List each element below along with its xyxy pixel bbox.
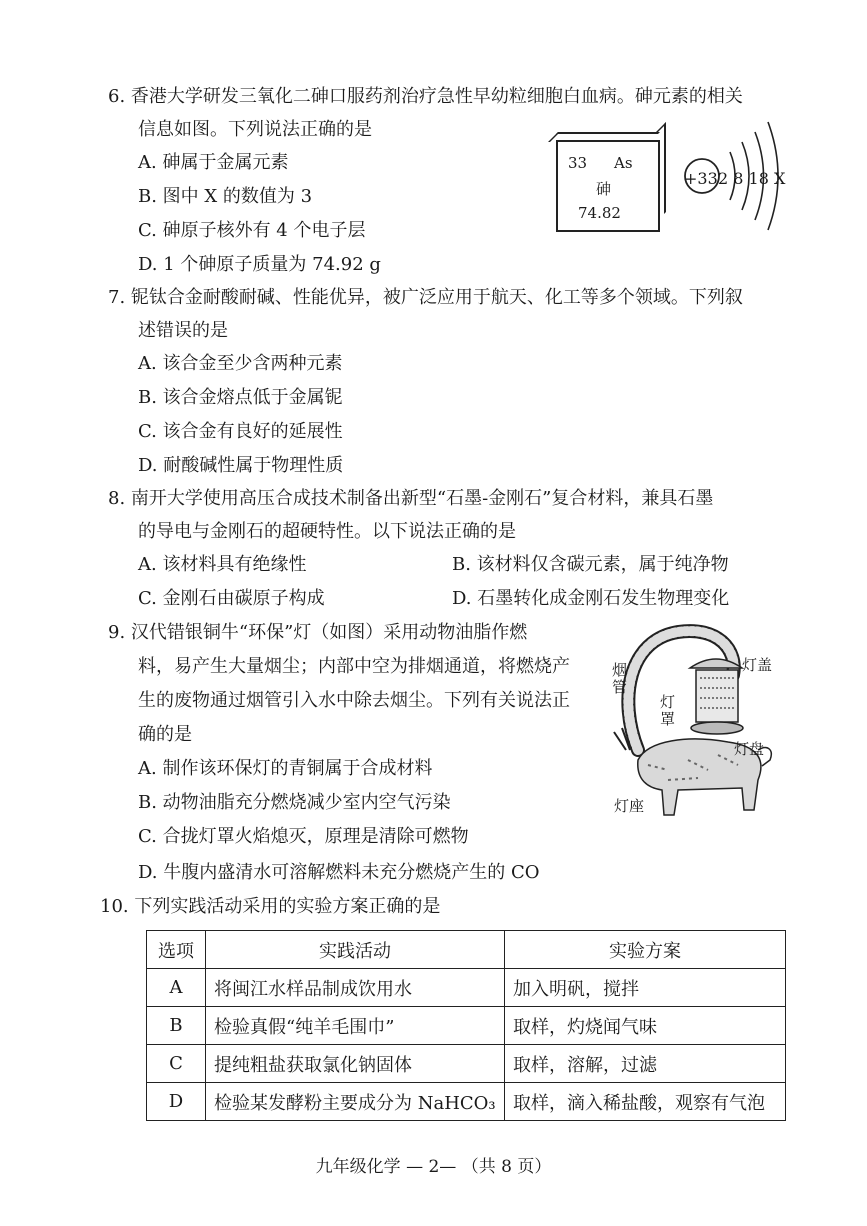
q9-stem-line1: 9. 汉代错银铜牛“环保”灯（如图）采用动物油脂作燃 — [108, 622, 528, 643]
q9-stem-line4: 确的是 — [138, 724, 192, 745]
table-row — [147, 969, 786, 1007]
q7-stem-line2: 述错误的是 — [138, 320, 228, 341]
row-a-activity: 将闽江水样品制成饮用水 — [206, 969, 505, 1007]
header-option: 选项 — [147, 931, 206, 969]
q8-option-d: D. 石墨转化成金刚石发生物理变化 — [452, 588, 730, 609]
element-atomic-number: 33 — [568, 154, 588, 172]
atom-electron-shells: 2 8 18 X — [718, 169, 786, 188]
lamp-label-cover: 灯盖 — [742, 656, 773, 674]
q6-stem-line2: 信息如图。下列说法正确的是 — [138, 119, 372, 140]
row-d-option: D — [147, 1083, 206, 1121]
row-b-activity: 检验真假“纯羊毛围巾” — [206, 1007, 505, 1045]
q6-option-a: A. 砷属于金属元素 — [138, 152, 289, 173]
element-symbol: As — [614, 154, 633, 172]
q9-option-b: B. 动物油脂充分燃烧减少室内空气污染 — [138, 792, 451, 813]
q9-option-c: C. 合拢灯罩火焰熄灭，原理是清除可燃物 — [138, 826, 469, 847]
q6-option-c: C. 砷原子核外有 4 个电子层 — [138, 220, 366, 241]
row-b-plan: 取样，灼烧闻气味 — [505, 1007, 786, 1045]
q6-stem-line1: 6. 香港大学研发三氧化二砷口服药剂治疗急性早幼粒细胞白血病。砷元素的相关 — [108, 86, 743, 107]
q7-option-b: B. 该合金熔点低于金属铌 — [138, 387, 343, 408]
q9-stem-line2: 料，易产生大量烟尘；内部中空为排烟通道，将燃烧产 — [138, 656, 570, 677]
q10-experiment-table — [146, 930, 786, 1121]
q9-option-a: A. 制作该环保灯的青铜属于合成材料 — [138, 758, 433, 779]
row-c-option: C — [147, 1045, 206, 1083]
table-row — [147, 1007, 786, 1045]
element-card — [556, 140, 660, 232]
page-footer: 九年级化学 — 2— （共 8 页） — [315, 1157, 552, 1177]
row-c-activity: 提纯粗盐获取氯化钠固体 — [206, 1045, 505, 1083]
q8-option-b: B. 该材料仅含碳元素，属于纯净物 — [452, 554, 729, 575]
q8-option-a: A. 该材料具有绝缘性 — [138, 554, 307, 575]
element-name: 砷 — [596, 180, 612, 198]
element-atomic-mass: 74.82 — [578, 204, 621, 222]
q6-option-b: B. 图中 X 的数值为 3 — [138, 186, 313, 207]
row-c-plan: 取样，溶解，过滤 — [505, 1045, 786, 1083]
row-d-activity: 检验某发酵粉主要成分为 NaHCO₃ — [206, 1083, 505, 1121]
header-plan: 实验方案 — [505, 931, 786, 969]
table-header-row — [147, 931, 786, 969]
table-row — [147, 1083, 786, 1121]
lamp-label-pipe: 烟管 — [612, 661, 628, 696]
row-a-option: A — [147, 969, 206, 1007]
lamp-label-shade: 灯罩 — [660, 693, 676, 728]
q9-option-d: D. 牛腹内盛清水可溶解燃料未充分燃烧产生的 CO — [138, 862, 540, 883]
q6-option-d: D. 1 个砷原子质量为 74.92 g — [138, 254, 381, 275]
table-row — [147, 1045, 786, 1083]
lamp-label-base: 灯座 — [614, 797, 645, 815]
lamp-label-plate: 灯盘 — [734, 740, 765, 758]
row-d-plan: 取样，滴入稀盐酸，观察有气泡 — [505, 1083, 786, 1121]
q8-option-c: C. 金刚石由碳原子构成 — [138, 588, 325, 609]
q10-stem: 10. 下列实践活动采用的实验方案正确的是 — [100, 896, 441, 917]
header-activity: 实践活动 — [206, 931, 505, 969]
q9-stem-line3: 生的废物通过烟管引入水中除去烟尘。下列有关说法正 — [138, 690, 570, 711]
row-a-plan: 加入明矾，搅拌 — [505, 969, 786, 1007]
q8-stem-line2: 的导电与金刚石的超硬特性。以下说法正确的是 — [138, 521, 516, 542]
q7-option-d: D. 耐酸碱性属于物理性质 — [138, 455, 344, 476]
q7-option-a: A. 该合金至少含两种元素 — [138, 353, 343, 374]
q7-option-c: C. 该合金有良好的延展性 — [138, 421, 343, 442]
atom-nucleus-charge: +33 — [684, 169, 718, 188]
q8-stem-line1: 8. 南开大学使用高压合成技术制备出新型“石墨-金刚石”复合材料，兼具石墨 — [108, 488, 714, 509]
q7-stem-line1: 7. 铌钛合金耐酸耐碱、性能优异，被广泛应用于航天、化工等多个领域。下列叙 — [108, 287, 743, 308]
row-b-option: B — [147, 1007, 206, 1045]
